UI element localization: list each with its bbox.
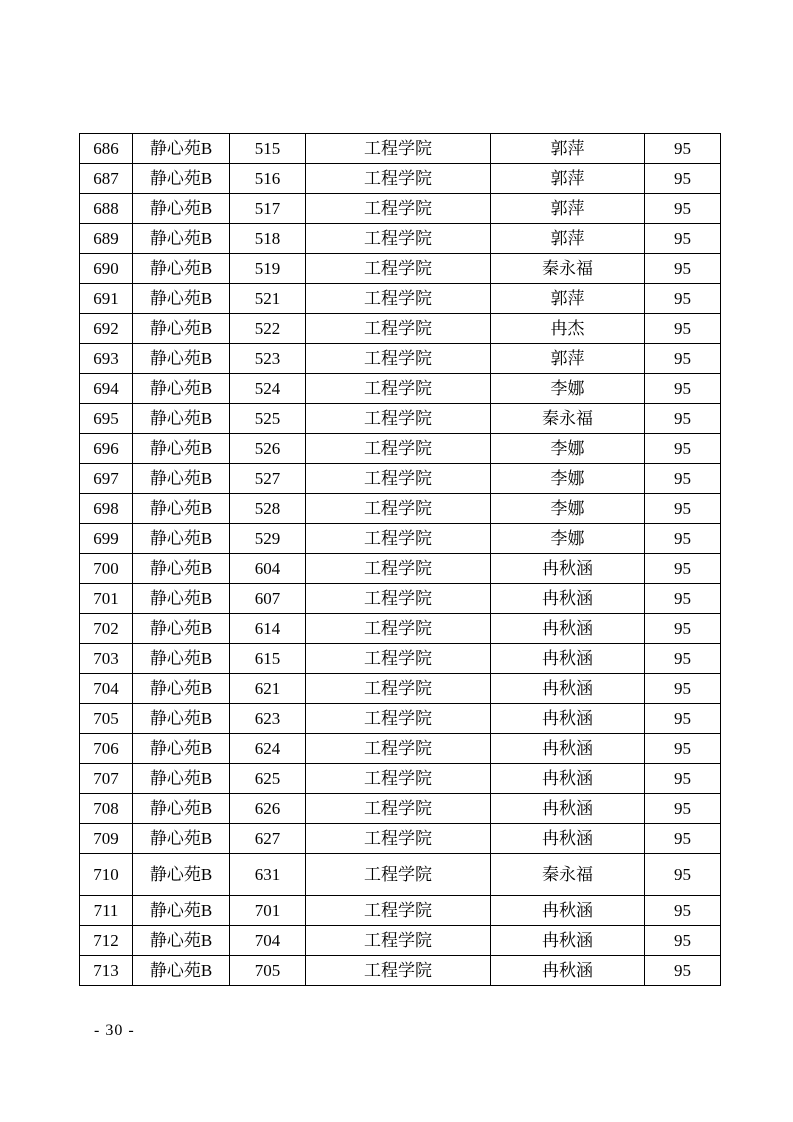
room-cell: 526 [230, 434, 306, 464]
person-cell: 冉杰 [491, 314, 645, 344]
table-row [80, 464, 721, 494]
score-cell: 95 [645, 854, 721, 896]
score-cell: 95 [645, 704, 721, 734]
college-cell: 工程学院 [306, 374, 491, 404]
room-cell: 623 [230, 704, 306, 734]
row-number-cell: 712 [80, 926, 133, 956]
table-row [80, 344, 721, 374]
building-cell: 静心苑B [133, 704, 230, 734]
table-row [80, 194, 721, 224]
building-cell: 静心苑B [133, 464, 230, 494]
score-cell: 95 [645, 164, 721, 194]
row-number-cell: 693 [80, 344, 133, 374]
person-cell: 李娜 [491, 494, 645, 524]
person-cell: 李娜 [491, 434, 645, 464]
row-number-cell: 697 [80, 464, 133, 494]
row-number-cell: 707 [80, 764, 133, 794]
row-number-cell: 686 [80, 134, 133, 164]
college-cell: 工程学院 [306, 254, 491, 284]
table-body [80, 134, 721, 986]
college-cell: 工程学院 [306, 554, 491, 584]
person-cell: 冉秋涵 [491, 584, 645, 614]
building-cell: 静心苑B [133, 734, 230, 764]
score-cell: 95 [645, 764, 721, 794]
building-cell: 静心苑B [133, 794, 230, 824]
room-cell: 516 [230, 164, 306, 194]
person-cell: 郭萍 [491, 134, 645, 164]
score-cell: 95 [645, 314, 721, 344]
score-cell: 95 [645, 194, 721, 224]
row-number-cell: 704 [80, 674, 133, 704]
page-number: - 30 - [94, 1022, 135, 1039]
building-cell: 静心苑B [133, 374, 230, 404]
table-row [80, 584, 721, 614]
score-cell: 95 [645, 614, 721, 644]
score-cell: 95 [645, 674, 721, 704]
college-cell: 工程学院 [306, 134, 491, 164]
row-number-cell: 699 [80, 524, 133, 554]
score-cell: 95 [645, 134, 721, 164]
room-cell: 604 [230, 554, 306, 584]
score-cell: 95 [645, 344, 721, 374]
college-cell: 工程学院 [306, 824, 491, 854]
college-cell: 工程学院 [306, 956, 491, 986]
table-row [80, 824, 721, 854]
college-cell: 工程学院 [306, 764, 491, 794]
college-cell: 工程学院 [306, 614, 491, 644]
room-cell: 515 [230, 134, 306, 164]
building-cell: 静心苑B [133, 434, 230, 464]
person-cell: 李娜 [491, 374, 645, 404]
score-cell: 95 [645, 524, 721, 554]
person-cell: 秦永福 [491, 404, 645, 434]
college-cell: 工程学院 [306, 644, 491, 674]
person-cell: 秦永福 [491, 854, 645, 896]
person-cell: 冉秋涵 [491, 614, 645, 644]
row-number-cell: 696 [80, 434, 133, 464]
person-cell: 李娜 [491, 524, 645, 554]
person-cell: 郭萍 [491, 164, 645, 194]
row-number-cell: 692 [80, 314, 133, 344]
person-cell: 冉秋涵 [491, 926, 645, 956]
college-cell: 工程学院 [306, 404, 491, 434]
table-row [80, 434, 721, 464]
score-cell: 95 [645, 464, 721, 494]
room-cell: 704 [230, 926, 306, 956]
college-cell: 工程学院 [306, 674, 491, 704]
room-cell: 627 [230, 824, 306, 854]
college-cell: 工程学院 [306, 704, 491, 734]
score-cell: 95 [645, 734, 721, 764]
row-number-cell: 691 [80, 284, 133, 314]
college-cell: 工程学院 [306, 734, 491, 764]
building-cell: 静心苑B [133, 644, 230, 674]
row-number-cell: 695 [80, 404, 133, 434]
row-number-cell: 708 [80, 794, 133, 824]
building-cell: 静心苑B [133, 956, 230, 986]
college-cell: 工程学院 [306, 314, 491, 344]
table-row [80, 374, 721, 404]
building-cell: 静心苑B [133, 614, 230, 644]
room-cell: 517 [230, 194, 306, 224]
building-cell: 静心苑B [133, 824, 230, 854]
row-number-cell: 710 [80, 854, 133, 896]
person-cell: 李娜 [491, 464, 645, 494]
score-cell: 95 [645, 404, 721, 434]
room-cell: 527 [230, 464, 306, 494]
room-cell: 621 [230, 674, 306, 704]
room-cell: 625 [230, 764, 306, 794]
building-cell: 静心苑B [133, 854, 230, 896]
person-cell: 冉秋涵 [491, 896, 645, 926]
building-cell: 静心苑B [133, 524, 230, 554]
row-number-cell: 701 [80, 584, 133, 614]
row-number-cell: 688 [80, 194, 133, 224]
building-cell: 静心苑B [133, 584, 230, 614]
table-row [80, 494, 721, 524]
table-row [80, 314, 721, 344]
building-cell: 静心苑B [133, 674, 230, 704]
score-cell: 95 [645, 254, 721, 284]
score-cell: 95 [645, 554, 721, 584]
row-number-cell: 700 [80, 554, 133, 584]
person-cell: 郭萍 [491, 194, 645, 224]
room-cell: 525 [230, 404, 306, 434]
college-cell: 工程学院 [306, 794, 491, 824]
person-cell: 秦永福 [491, 254, 645, 284]
person-cell: 冉秋涵 [491, 734, 645, 764]
row-number-cell: 698 [80, 494, 133, 524]
row-number-cell: 690 [80, 254, 133, 284]
room-cell: 524 [230, 374, 306, 404]
college-cell: 工程学院 [306, 854, 491, 896]
row-number-cell: 706 [80, 734, 133, 764]
table-row [80, 614, 721, 644]
person-cell: 冉秋涵 [491, 644, 645, 674]
room-cell: 522 [230, 314, 306, 344]
row-number-cell: 709 [80, 824, 133, 854]
row-number-cell: 702 [80, 614, 133, 644]
score-cell: 95 [645, 926, 721, 956]
building-cell: 静心苑B [133, 134, 230, 164]
college-cell: 工程学院 [306, 344, 491, 374]
score-cell: 95 [645, 584, 721, 614]
table-row [80, 164, 721, 194]
room-cell: 529 [230, 524, 306, 554]
score-cell: 95 [645, 224, 721, 254]
score-cell: 95 [645, 284, 721, 314]
person-cell: 冉秋涵 [491, 956, 645, 986]
room-cell: 518 [230, 224, 306, 254]
table-row [80, 896, 721, 926]
table-row [80, 254, 721, 284]
table-row [80, 284, 721, 314]
person-cell: 冉秋涵 [491, 554, 645, 584]
row-number-cell: 694 [80, 374, 133, 404]
table-row [80, 134, 721, 164]
person-cell: 郭萍 [491, 284, 645, 314]
person-cell: 郭萍 [491, 224, 645, 254]
table-row [80, 854, 721, 896]
room-cell: 631 [230, 854, 306, 896]
building-cell: 静心苑B [133, 164, 230, 194]
building-cell: 静心苑B [133, 194, 230, 224]
score-cell: 95 [645, 956, 721, 986]
college-cell: 工程学院 [306, 896, 491, 926]
person-cell: 冉秋涵 [491, 674, 645, 704]
room-cell: 701 [230, 896, 306, 926]
person-cell: 冉秋涵 [491, 794, 645, 824]
college-cell: 工程学院 [306, 224, 491, 254]
college-cell: 工程学院 [306, 434, 491, 464]
table-row [80, 956, 721, 986]
person-cell: 冉秋涵 [491, 824, 645, 854]
college-cell: 工程学院 [306, 494, 491, 524]
room-cell: 523 [230, 344, 306, 374]
room-cell: 626 [230, 794, 306, 824]
college-cell: 工程学院 [306, 164, 491, 194]
score-cell: 95 [645, 494, 721, 524]
building-cell: 静心苑B [133, 404, 230, 434]
room-cell: 624 [230, 734, 306, 764]
table-row [80, 644, 721, 674]
building-cell: 静心苑B [133, 224, 230, 254]
score-cell: 95 [645, 824, 721, 854]
table-row [80, 734, 721, 764]
room-cell: 614 [230, 614, 306, 644]
building-cell: 静心苑B [133, 926, 230, 956]
row-number-cell: 703 [80, 644, 133, 674]
building-cell: 静心苑B [133, 314, 230, 344]
table-row [80, 554, 721, 584]
row-number-cell: 687 [80, 164, 133, 194]
score-cell: 95 [645, 374, 721, 404]
table-row [80, 524, 721, 554]
row-number-cell: 689 [80, 224, 133, 254]
building-cell: 静心苑B [133, 254, 230, 284]
room-cell: 705 [230, 956, 306, 986]
dormitory-score-table [79, 133, 721, 986]
table-row [80, 224, 721, 254]
college-cell: 工程学院 [306, 284, 491, 314]
college-cell: 工程学院 [306, 584, 491, 614]
person-cell: 冉秋涵 [491, 764, 645, 794]
table-row [80, 404, 721, 434]
building-cell: 静心苑B [133, 494, 230, 524]
table-row [80, 764, 721, 794]
table-row [80, 704, 721, 734]
score-cell: 95 [645, 794, 721, 824]
score-cell: 95 [645, 434, 721, 464]
building-cell: 静心苑B [133, 896, 230, 926]
table-row [80, 674, 721, 704]
room-cell: 521 [230, 284, 306, 314]
college-cell: 工程学院 [306, 194, 491, 224]
room-cell: 607 [230, 584, 306, 614]
table-row [80, 794, 721, 824]
college-cell: 工程学院 [306, 524, 491, 554]
building-cell: 静心苑B [133, 764, 230, 794]
person-cell: 冉秋涵 [491, 704, 645, 734]
college-cell: 工程学院 [306, 464, 491, 494]
score-cell: 95 [645, 896, 721, 926]
room-cell: 615 [230, 644, 306, 674]
building-cell: 静心苑B [133, 344, 230, 374]
row-number-cell: 711 [80, 896, 133, 926]
person-cell: 郭萍 [491, 344, 645, 374]
row-number-cell: 713 [80, 956, 133, 986]
room-cell: 519 [230, 254, 306, 284]
college-cell: 工程学院 [306, 926, 491, 956]
building-cell: 静心苑B [133, 554, 230, 584]
score-cell: 95 [645, 644, 721, 674]
table-row [80, 926, 721, 956]
row-number-cell: 705 [80, 704, 133, 734]
room-cell: 528 [230, 494, 306, 524]
building-cell: 静心苑B [133, 284, 230, 314]
